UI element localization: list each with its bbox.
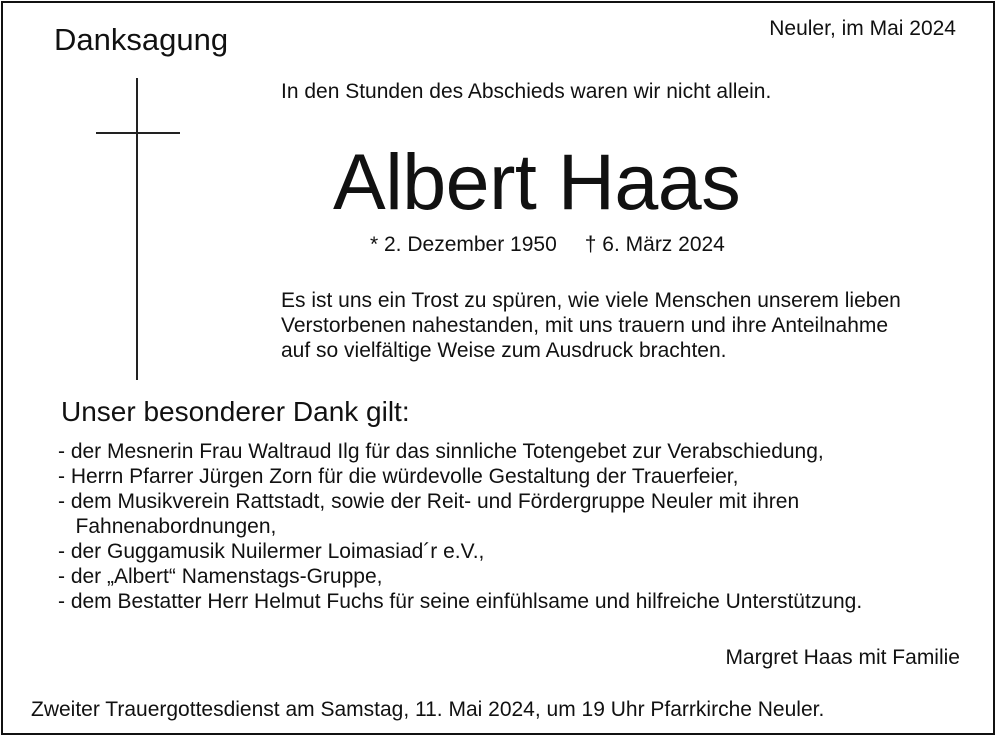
place-date: Neuler, im Mai 2024 bbox=[769, 17, 956, 40]
list-item: - Herrn Pfarrer Jürgen Zorn für die würdevolle Gestaltung der Trauerfeier, bbox=[58, 465, 739, 488]
thanks-list bbox=[58, 439, 978, 614]
cross-icon bbox=[96, 78, 180, 380]
list-item: - der Guggamusik Nuilermer Loimasiad´r e.V., bbox=[58, 540, 485, 563]
cross-horizontal-bar bbox=[96, 132, 180, 134]
thanks-heading: Unser besonderer Dank gilt: bbox=[61, 396, 410, 427]
death-date: † 6. März 2024 bbox=[584, 233, 725, 256]
list-item: - der „Albert“ Namenstags-Gruppe, bbox=[58, 565, 383, 588]
comfort-line: Es ist uns ein Trost zu spüren, wie viele Menschen unserem lieben bbox=[281, 289, 901, 312]
intro-text: In den Stunden des Abschieds waren wir nicht allein. bbox=[281, 80, 772, 103]
comfort-line: auf so vielfältige Weise zum Ausdruck brachten. bbox=[281, 339, 727, 362]
comfort-paragraph bbox=[281, 288, 981, 363]
notice-heading: Danksagung bbox=[54, 22, 229, 57]
life-dates bbox=[370, 232, 725, 258]
cross-vertical-bar bbox=[136, 78, 138, 380]
list-item: Fahnenabordnungen, bbox=[58, 515, 277, 538]
signature: Margret Haas mit Familie bbox=[725, 646, 960, 669]
comfort-line: Verstorbenen nahestanden, mit uns trauern und ihre Anteilnahme bbox=[281, 314, 889, 337]
deceased-name: Albert Haas bbox=[333, 137, 741, 226]
birth-date: * 2. Dezember 1950 bbox=[370, 233, 557, 256]
list-item: - dem Bestatter Herr Helmut Fuchs für seine einfühlsame und hilfreiche Unterstützung. bbox=[58, 590, 863, 613]
list-item: - dem Musikverein Rattstadt, sowie der Reit- und Fördergruppe Neuler mit ihren bbox=[58, 490, 800, 513]
list-item: - der Mesnerin Frau Waltraud Ilg für das sinnliche Totengebet zur Verabschiedung, bbox=[58, 440, 824, 463]
service-note: Zweiter Trauergottesdienst am Samstag, 11. Mai 2024, um 19 Uhr Pfarrkirche Neuler. bbox=[31, 698, 825, 721]
